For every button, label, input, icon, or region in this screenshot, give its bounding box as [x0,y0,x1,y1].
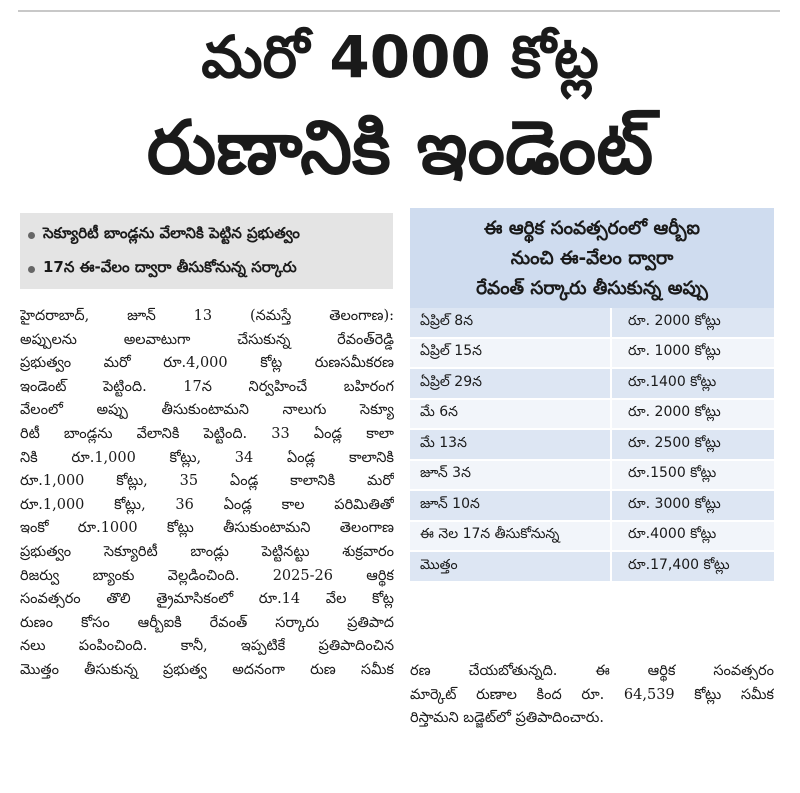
article-line: మార్కెట్ రుణాల కింద రూ. 64,539 కోట్లు సమీక [410,686,774,703]
article-line: ప్రభుత్వం సెక్యూరిటీ బాండ్లు పెట్టినట్టు శుక్రవారం [20,543,394,560]
table-row [410,338,774,369]
row-amount: రూ. 3000 కోట్లు [611,490,774,521]
article-line: రణ చేయబోతున్నది. ఈ ఆర్థిక సంవత్సరం [410,663,774,679]
article-line: రిస్తామని బడ్జెట్‌లో ప్రతిపాదించారు. [410,710,604,727]
row-date: మే 13న [410,429,611,460]
article-line: రూ.1,000 కోట్లు, 35 ఏండ్ల కాలానికి మరో [20,473,394,490]
article-line: వేలంలో అప్పు తీసుకుంటామని నాలుగు సెక్యూ [20,402,394,419]
highlight-text: 17న ఈ-వేలం ద్వారా తీసుకోనున్న సర్కారు [43,258,297,276]
table-title-line: రేవంత్ సర్కారు తీసుకున్న అప్పు [476,278,708,299]
article-line: ఇంకో రూ.1000 కోట్లు తీసుకుంటామని తెలంగాణ [20,520,394,537]
highlight-item [28,258,297,280]
row-date: జూన్ 3న [410,460,611,491]
article-line: రిజర్వు బ్యాంకు వెల్లడించింది. 2025-26 ఆర్థిక [20,567,394,584]
headline-main: రుణానికి ఇండెంట్ [146,105,654,191]
table-row [410,399,774,430]
highlights-box [20,213,393,289]
row-date: మే 6న [410,399,611,430]
row-amount: రూ.17,400 కోట్లు [611,551,774,582]
article-line: అప్పులను అలవాటుగా చేసుకున్న రేవంత్‌రెడ్డి [20,331,394,348]
article-line: హైదరాబాద్, జూన్ 13 (నమస్తే తెలంగాణ): [20,308,394,324]
table-row [410,308,774,338]
table-row [410,429,774,460]
table-title-line: నుంచి ఈ-వేలం ద్వారా [510,248,674,269]
borrowing-table-grid [410,308,774,583]
row-amount: రూ. 1000 కోట్లు [611,338,774,369]
row-date: ఏప్రిల్ 29న [410,368,611,399]
article-line: నికి రూ.1,000 కోట్లు, 34 ఏండ్ల కాలానికి [20,449,394,466]
row-amount: రూ. 2500 కోట్లు [611,429,774,460]
article-line: సంవత్సరం తొలి త్రైమాసికంలో రూ.14 వేల కోట్ల [20,591,394,608]
table-row [410,521,774,552]
top-divider [18,10,780,12]
article-line: ప్రభుత్వం మరో రూ.4,000 కోట్ల రుణసమీకరణ [20,355,394,372]
headline-kicker: మరో 4000 కోట్ల [201,23,599,91]
highlight-text: సెక్యూరిటీ బాండ్లను వేలానికి పెట్టిన ప్రభుత్వం [43,224,300,242]
row-date: ఏప్రిల్ 15న [410,338,611,369]
article-line: నలు పంపించింది. కానీ, ఇప్పటికే ప్రతిపాదించిన [20,638,394,655]
table-row-total [410,551,774,582]
row-date: మొత్తం [410,551,611,582]
row-amount: రూ. 2000 కోట్లు [611,308,774,338]
article-line: మొత్తం తీసుకున్న ప్రభుత్వ అదనంగా రుణ సమీక [20,661,394,678]
row-amount: రూ.1500 కోట్లు [611,460,774,491]
article-line: రూ.1,000 కోట్లు, 36 ఏండ్ల కాల పరిమితితో [20,496,394,513]
article-body-left [20,305,394,683]
article-line: రిటీ బాండ్లను వేలానికి పెట్టింది. 33 ఏండ్ల కాలా [20,425,394,442]
table-title [410,208,774,308]
row-date: ఈ నెల 17న తీసుకోనున్న [410,521,611,552]
bullet-icon [28,232,35,239]
table-row [410,490,774,521]
row-amount: రూ. 2000 కోట్లు [611,399,774,430]
row-date: ఏప్రిల్ 8న [410,308,611,338]
borrowing-table [410,208,774,583]
table-row [410,368,774,399]
row-amount: రూ.1400 కోట్లు [611,368,774,399]
article-line: రుణం కోసం ఆర్బీఐకి రేవంత్ సర్కారు ప్రతిపాద [20,614,394,631]
bullet-icon [28,266,35,273]
highlight-item [28,224,300,246]
article-line: ఇండెంట్ పెట్టింది. 17న నిర్వహించే బహిరంగ [20,378,394,395]
article-body-right [410,660,774,731]
row-amount: రూ.4000 కోట్లు [611,521,774,552]
table-row [410,460,774,491]
table-title-line: ఈ ఆర్థిక సంవత్సరంలో ఆర్బీఐ [483,218,700,239]
row-date: జూన్ 10న [410,490,611,521]
